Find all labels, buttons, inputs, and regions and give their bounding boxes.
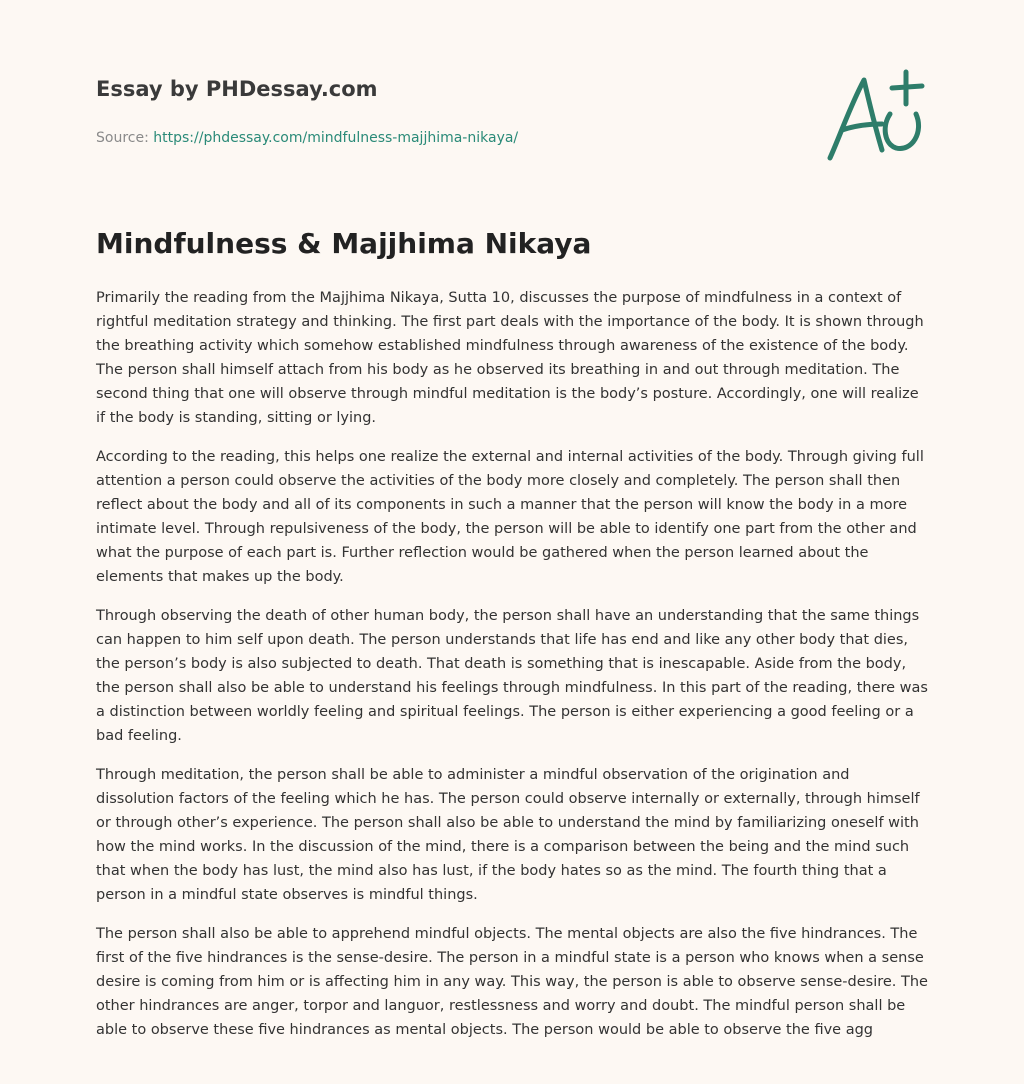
a-plus-logo-icon bbox=[820, 66, 930, 166]
essay-paragraph: According to the reading, this helps one realize the external and internal activities of the body. Through giving full attention a person could observe the activities of the body more closely and completely. The person shall then reflect about the body and all of its components in such a manner that the person will know the body in a more intimate level. Through repulsiveness of the body, the person will be able to identify one part from the other and what the purpose of each part is. Further reflection would be gathered when the person learned about the elements that makes up the body. bbox=[96, 449, 924, 585]
essay-paragraph: Primarily the reading from the Majjhima Nikaya, Sutta 10, discusses the purpose of mindfulness in a context of rightful meditation strategy and thinking. The first part deals with the importance of the body. It is shown through the breathing activity which somehow established mindfulness through awareness of the existence of the body. The person shall himself attach from his body as he observed its breathing in and out through meditation. The second thing that one will observe through mindful meditation is the body’s posture. Accordingly, one will realize if the body is standing, sitting or lying. bbox=[96, 290, 924, 426]
essay-header bbox=[96, 74, 716, 148]
essay-paragraph: Through observing the death of other human body, the person shall have an understanding that the same things can happen to him self upon death. The person understands that life has end and like any other body that dies, the person’s body is also subjected to death. That death is something that is inescapable. Aside from the body, the person shall also be able to understand his feelings through mindfulness. In this part of the reading, there was a distinction between worldly feeling and spiritual feelings. The person is either experiencing a good feeling or a bad feeling. bbox=[96, 608, 928, 744]
source-link[interactable]: https://phdessay.com/mindfulness-majjhima-nikaya/ bbox=[153, 130, 519, 146]
source-label: Source: bbox=[96, 130, 154, 146]
essay-paragraph: Through meditation, the person shall be able to administer a mindful observation of the origination and dissolution factors of the feeling which he has. The person could observe internally or externally, through himself or through other’s experience. The person shall also be able to understand the mind by familiarizing oneself with how the mind works. In the discussion of the mind, there is a comparison between the being and the mind such that when the body has lust, the mind also has lust, if the body hates so as the mind. The fourth thing that a person in a mindful state observes is mindful things. bbox=[96, 767, 920, 903]
essay-title: Mindfulness & Majjhima Nikaya bbox=[96, 227, 592, 260]
brand-title: Essay by PHDessay.com bbox=[96, 77, 378, 101]
essay-paragraph: The person shall also be able to apprehend mindful objects. The mental objects are also the five hindrances. The first of the five hindrances is the sense-desire. The person in a mindful state is a person who knows when a sense desire is coming from him or is affecting him in any way. This way, the person is able to observe sense-desire. The other hindrances are anger, torpor and languor, restlessness and worry and doubt. The mindful person shall be able to observe these five hindrances as mental objects. The person would be able to observe the five agg bbox=[96, 926, 928, 1038]
source-line bbox=[96, 128, 716, 148]
essay-body bbox=[96, 286, 932, 1057]
